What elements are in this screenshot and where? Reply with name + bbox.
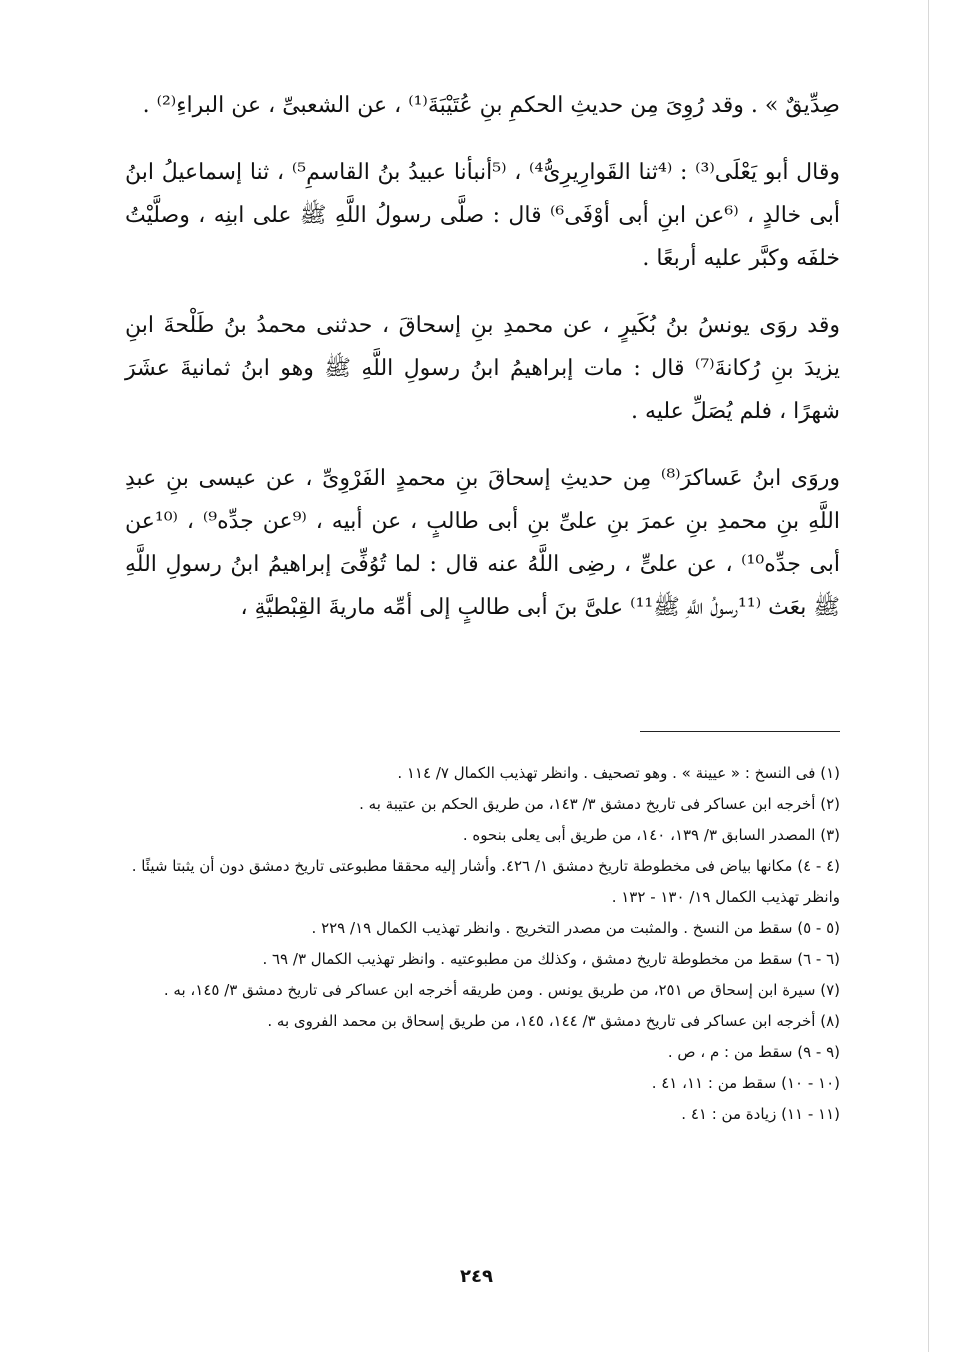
footnote-5: (٥ - ٥) سقط من النسخ . والمثبت من مصدر التخريج . وانظر تهذيب الكمال ١٩/ ٢٢٩ . [311,919,840,937]
footnote-separator [640,731,840,732]
footnote-9: (٩ - ٩) سقط من : م ، ص . [667,1043,840,1061]
paragraph-3: وقد روَى يونسُ بنُ بُكَيرٍ ، عن محمدِ بنِ إسحاقَ ، حدثنى محمدُ بنُ طَلْحةَ ابنِ يزيدَ بنِ رُكانةَ⁽⁷⁾ قال : مات إبراهيمُ ابنُ رسولِ اللَّهِ ﷺ وهو ابنُ ثمانيةَ عشَرَ شهرًا ، فلم يُصَلِّ عليه . [125,313,840,424]
footnote-2: (٢) أخرجه ابن عساكر فى تاريخ دمشق ٣/ ١٤٣، من طريق الحكم بن عتيبة به . [359,795,840,813]
main-text [125,84,840,629]
footnote-10: (١٠ - ١٠) سقط من : ١١، ٤١ . [651,1074,840,1092]
footnote-6: (٦ - ٦) سقط من مخطوطة تاريخ دمشق ، وكذلك من مطبوعتيه . وانظر تهذيب الكمال ٣/ ٦٩ . [262,950,840,968]
paragraph-1: صِدِّيقٌ » . وقد رُوِىَ مِن حديثِ الحكمِ بنِ عُتَيْبَةَ⁽¹⁾ ، عن الشعبىِّ ، عن البراءِ⁽²⁾ . [142,93,840,118]
paragraph-2: وقال أبو يَعْلَى⁽³⁾ : ⁽⁴ثنا القَوارِيرِىُّ⁴⁾ ، ⁽⁵أنبأنا عبيدُ بنُ القاسمِ⁵⁾ ، ثنا إسماعيلُ ابنُ أبى خالدٍ ، ⁽⁶عن ابنِ أبى أوْفَى⁶⁾ قال : صلَّى رسولُ اللَّهِ ﷺ على ابنِه ، وصلَّيْتُ خلفَه وكبَّر عليه أربعًا . [125,160,840,271]
footnote-7: (٧) سيرة ابن إسحاق ص ٢٥١، من طريق يونس . ومن طريقه أخرجه ابن عساكر فى تاريخ دمشق ٣/ ١٤٥، به . [163,981,840,999]
footnote-8: (٨) أخرجه ابن عساكر فى تاريخ دمشق ٣/ ١٤٤، ١٤٥، من طريق إسحاق بن محمد الفروى به . [267,1012,840,1030]
footnotes [125,758,840,1130]
page-number: ٢٤٩ [460,1266,493,1287]
footnote-3: (٣) المصدر السابق ٣/ ١٣٩، ١٤٠، من طريق أبى يعلى بنحوه . [462,826,840,844]
footnote-4: (٤ - ٤) مكانها بياض فى مخطوطة تاريخ دمشق ١/ ٤٢٦. وأشار إليه محققا مطبوعتى تاريخ دمشق دون أن يثبتا شيئًا . وانظر تهذيب الكمال ١٩/ ١٣٠ - ١٣٢ . [131,857,840,906]
footnote-1: (١) فى النسخ : « عيينة » . وهو تصحيف . وانظر تهذيب الكمال ٧/ ١١٤ . [397,764,840,782]
footnote-11: (١١ - ١١) زيادة من : ٤١ . [681,1105,840,1123]
paragraph-4: وروَى ابنُ عَساكرَ⁽⁸⁾ مِن حديثِ إسحاقَ بنِ محمدٍ الفَرْوِىِّ ، عن عيسى بنِ عبدِ اللَّهِ بنِ محمدِ بنِ عمرَ بنِ علىِّ بنِ أبى طالبٍ ، عن أبيه ، ⁽⁹عن جدِّه⁹⁾ ، ⁽¹⁰عن أبى جدِّه¹⁰⁾ ، عن علىٍّ ، رضِى اللَّهُ عنه قال : لما تُوُفِّىَ إبراهيمُ ابنُ رسولِ اللَّهِ ﷺ بعَث ⁽¹¹رسولُ اللَّهِ ﷺ¹¹⁾ علىَّ بنَ أبى طالبٍ إلى أمِّه ماريةَ القِبْطيَّةِ ، [125,466,840,620]
page-edge-line [928,0,929,1352]
